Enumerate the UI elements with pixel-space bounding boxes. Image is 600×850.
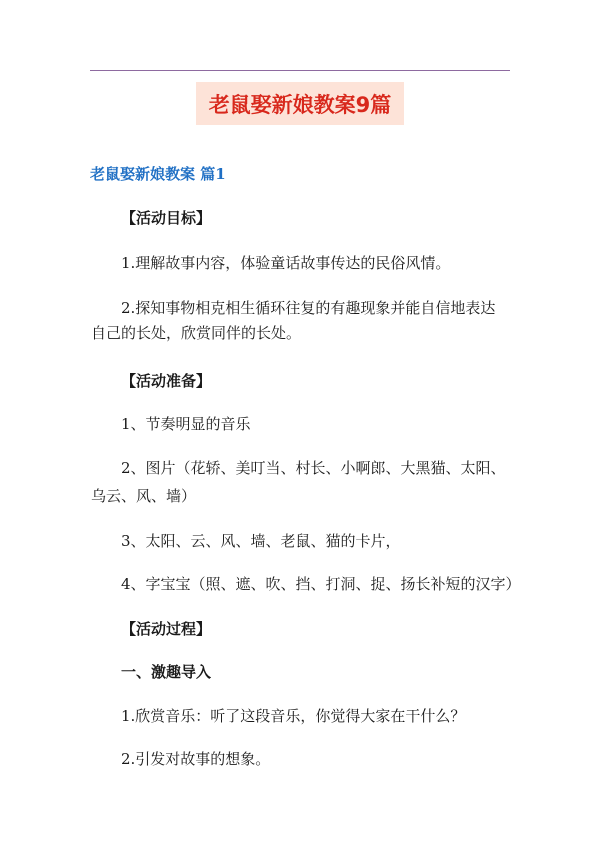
prep-item-4: 4、字宝宝（照、遮、吹、挡、打洞、捉、扬长补短的汉字） [121,575,521,593]
process-item-2: 2.引发对故事的想象。 [121,750,271,768]
top-divider [90,70,510,71]
heading-activity-preparation: 【活动准备】 [121,372,212,390]
page-title: 老鼠娶新娘教案9篇 [208,92,392,117]
goal-item-1: 1.理解故事内容，体验童话故事传达的民俗风情。 [121,254,451,272]
title-highlight [196,82,404,125]
section-heading: 老鼠娶新娘教案 篇1 [90,165,226,183]
goal-item-2: 2.探知事物相克相生循环往复的有趣现象并能自信地表达 [121,299,496,317]
process-item-1: 1.欣赏音乐：听了这段音乐，你觉得大家在干什么？ [121,707,466,725]
goal-item-2-continued: 自己的长处，欣赏同伴的长处。 [91,324,302,342]
prep-item-1: 1、节奏明显的音乐 [121,415,251,433]
heading-activity-goals: 【活动目标】 [121,209,212,227]
prep-item-2: 2、图片（花轿、美叮当、村长、小啊郎、大黑猫、太阳、 [121,459,506,477]
process-step-1-heading: 一、激趣导入 [121,663,212,681]
prep-item-3: 3、太阳、云、风、墙、老鼠、猫的卡片， [121,532,401,550]
heading-activity-process: 【活动过程】 [121,620,212,638]
prep-item-2-continued: 乌云、风、墙） [91,487,197,505]
